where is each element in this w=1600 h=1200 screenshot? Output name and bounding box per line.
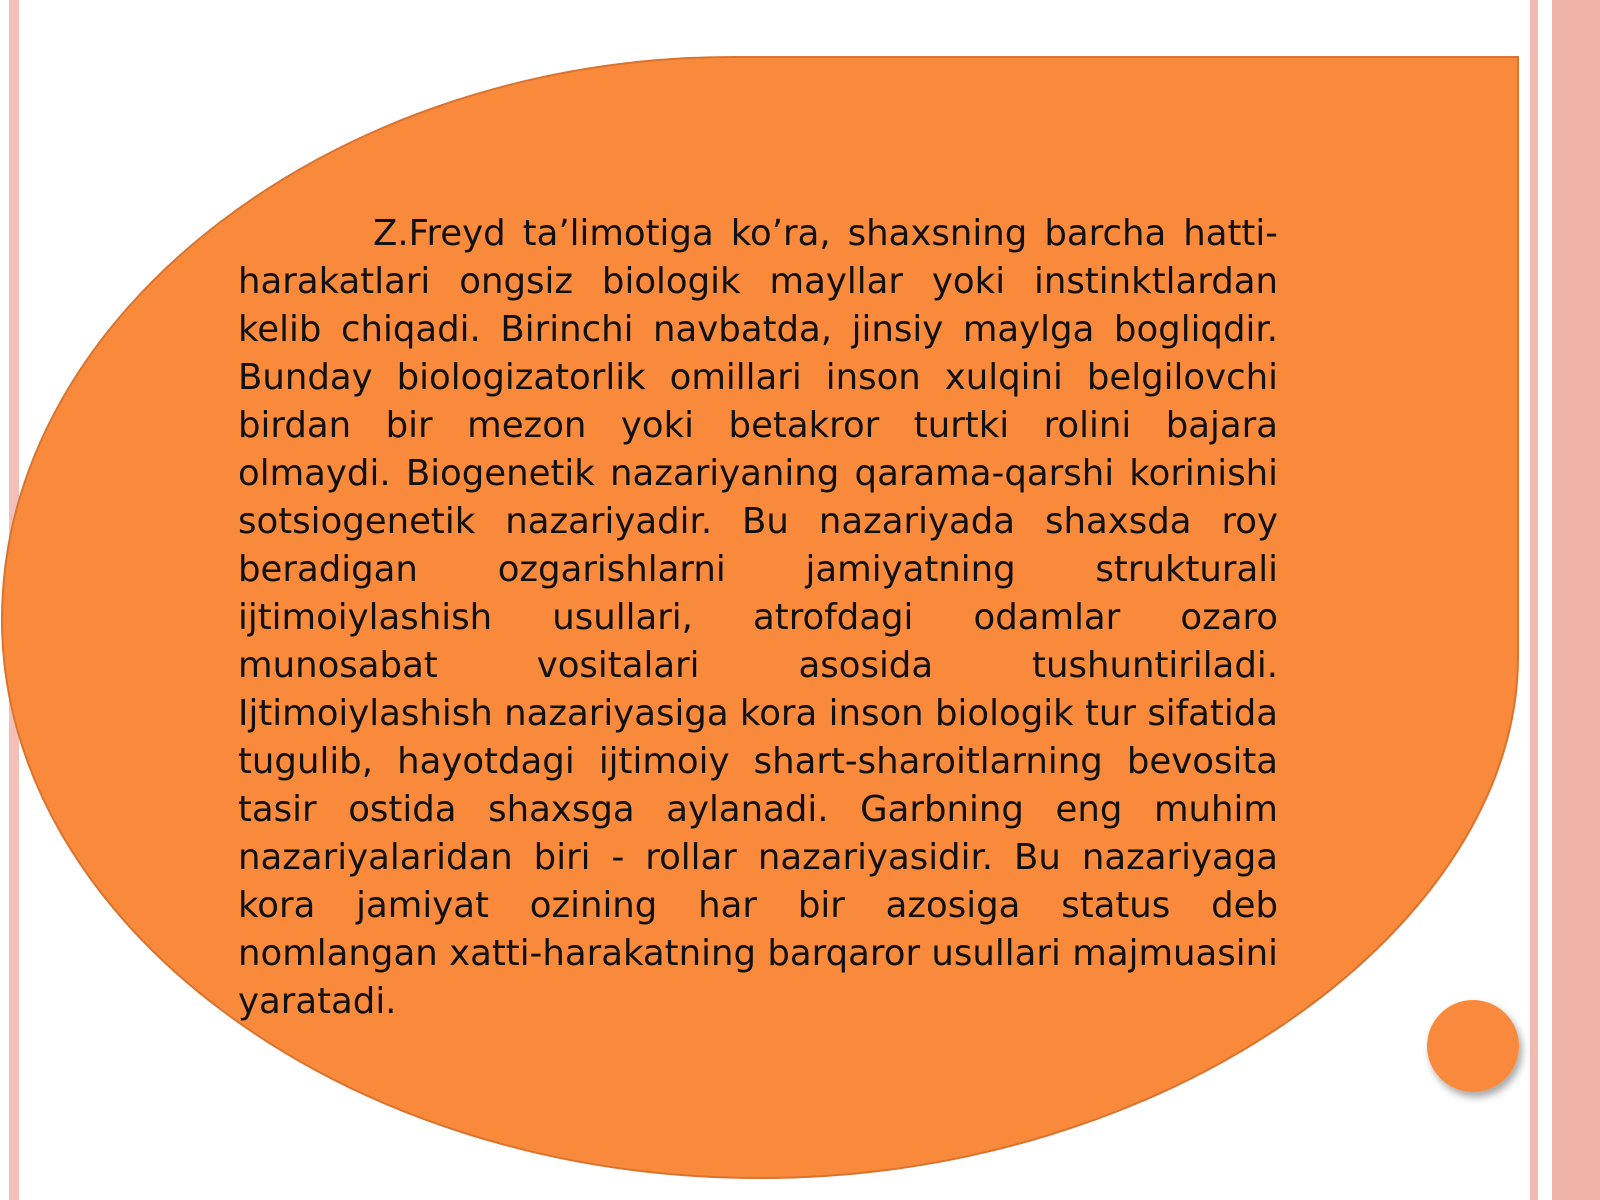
body-paragraph: Z.Freyd ta’limotiga ko’ra, shaxsning barcha hatti-harakatlari ongsiz biologik mayllar yoki instinktlardan kelib chiqadi. Birinchi navbatda, jinsiy maylga bogliqdir. Bunday biologizatorlik omillari inson xulqini belgilovchi birdan bir mezon yoki betakror turtki rolini bajara olmaydi. Biogenetik nazariyaning qarama-qarshi korinishi sotsiogenetik nazariyadir. Bu nazariyada shaxsda roy beradigan ozgarishlarni jamiyatning strukturali ijtimoiylashish usullari, atrofdagi odamlar ozaro munosabat vositalari asosida tushuntiriladi. Ijtimoiylashish nazariyasiga kora inson biologik tur sifatida tugulib, hayotdagi ijtimoiy shart-sharoitlarning bevosita tasir ostida shaxsga aylanadi. Garbning eng muhim nazariyalaridan biri - rollar nazariyasidir. Bu nazariyaga kora jamiyat ozining har bir azosiga status deb nomlangan xatti-harakatning barqaror usullari majmuasini yaratadi. (238, 213, 1278, 1022)
orange-decorative-circle (1427, 1000, 1519, 1092)
